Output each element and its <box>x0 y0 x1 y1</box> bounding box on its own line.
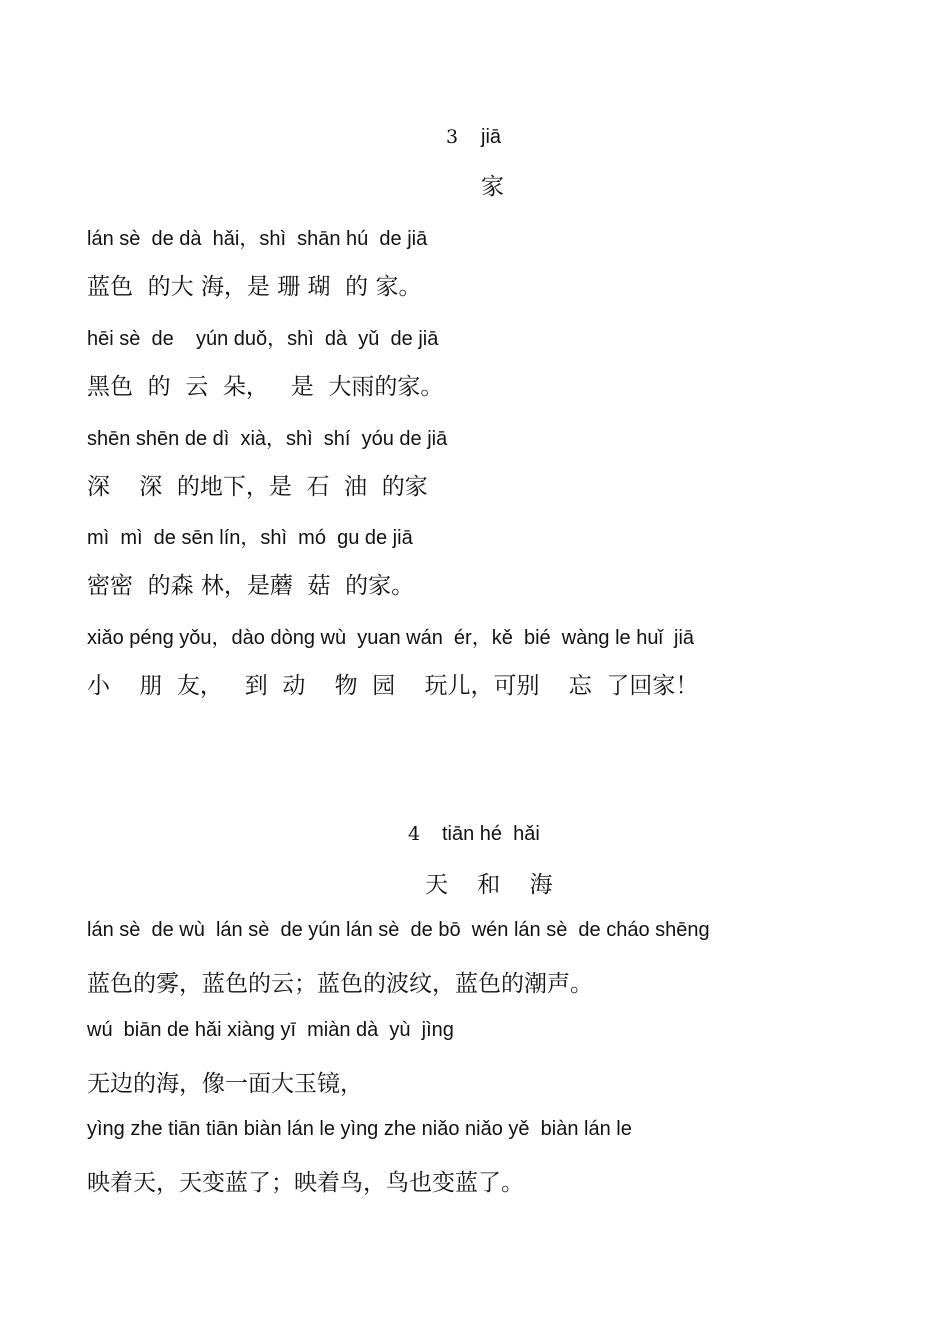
lesson-3-pinyin-line-5: xiǎo péng yǒu，dào dòng wù yuan wán ér，kě bié wàng le huǐ jiā <box>87 627 695 649</box>
lesson-3-hanzi-line-5: 小 朋 友， 到 动 物 园 玩儿，可别 忘 了回家！ <box>87 673 699 699</box>
lesson-3-pinyin-line-3: shēn shēn de dì xià，shì shí yóu de jiā <box>87 428 448 450</box>
lesson-3-number: 3 <box>446 126 459 148</box>
lesson-3-pinyin-line-2: hēi sè de yún duǒ，shì dà yǔ de jiā <box>87 328 439 350</box>
lesson-4-pinyin-line-2: wú biān de hǎi xiàng yī miàn dà yù jìng <box>87 1019 454 1041</box>
lesson-4-hanzi-line-2: 无边的海，像一面大玉镜， <box>87 1071 363 1097</box>
lesson-3-title: 家 <box>481 174 504 200</box>
lesson-3-pinyin-line-1: lán sè de dà hǎi，shì shān hú de jiā <box>87 228 428 250</box>
lesson-4-hanzi-line-1: 蓝色的雾，蓝色的云；蓝色的波纹，蓝色的潮声。 <box>87 971 593 997</box>
lesson-4-pinyin-line-1: lán sè de wù lán sè de yún lán sè de bō wén lán sè de cháo shēng <box>87 919 710 941</box>
lesson-4-hanzi-line-3: 映着天，天变蓝了；映着鸟，鸟也变蓝了。 <box>87 1170 524 1196</box>
lesson-4-title: 天 和 海 <box>425 872 553 898</box>
lesson-4-title-pinyin: tiān hé hǎi <box>442 823 540 845</box>
lesson-3-hanzi-line-3: 深 深 的地下，是 石 油 的家 <box>87 474 428 500</box>
lesson-3-title-pinyin: jiā <box>481 126 502 148</box>
lesson-3-hanzi-line-4: 密密 的森 林，是蘑 菇 的家。 <box>87 573 415 599</box>
lesson-3-hanzi-line-2: 黑色 的 云 朵， 是 大雨的家。 <box>87 374 444 400</box>
lesson-4-pinyin-line-3: yìng zhe tiān tiān biàn lán le yìng zhe niǎo niǎo yě biàn lán le <box>87 1118 632 1140</box>
lesson-3-pinyin-line-4: mì mì de sēn lín，shì mó gu de jiā <box>87 527 413 549</box>
lesson-3-hanzi-line-1: 蓝色 的大 海，是 珊 瑚 的 家。 <box>87 274 422 300</box>
lesson-4-number: 4 <box>408 823 421 845</box>
